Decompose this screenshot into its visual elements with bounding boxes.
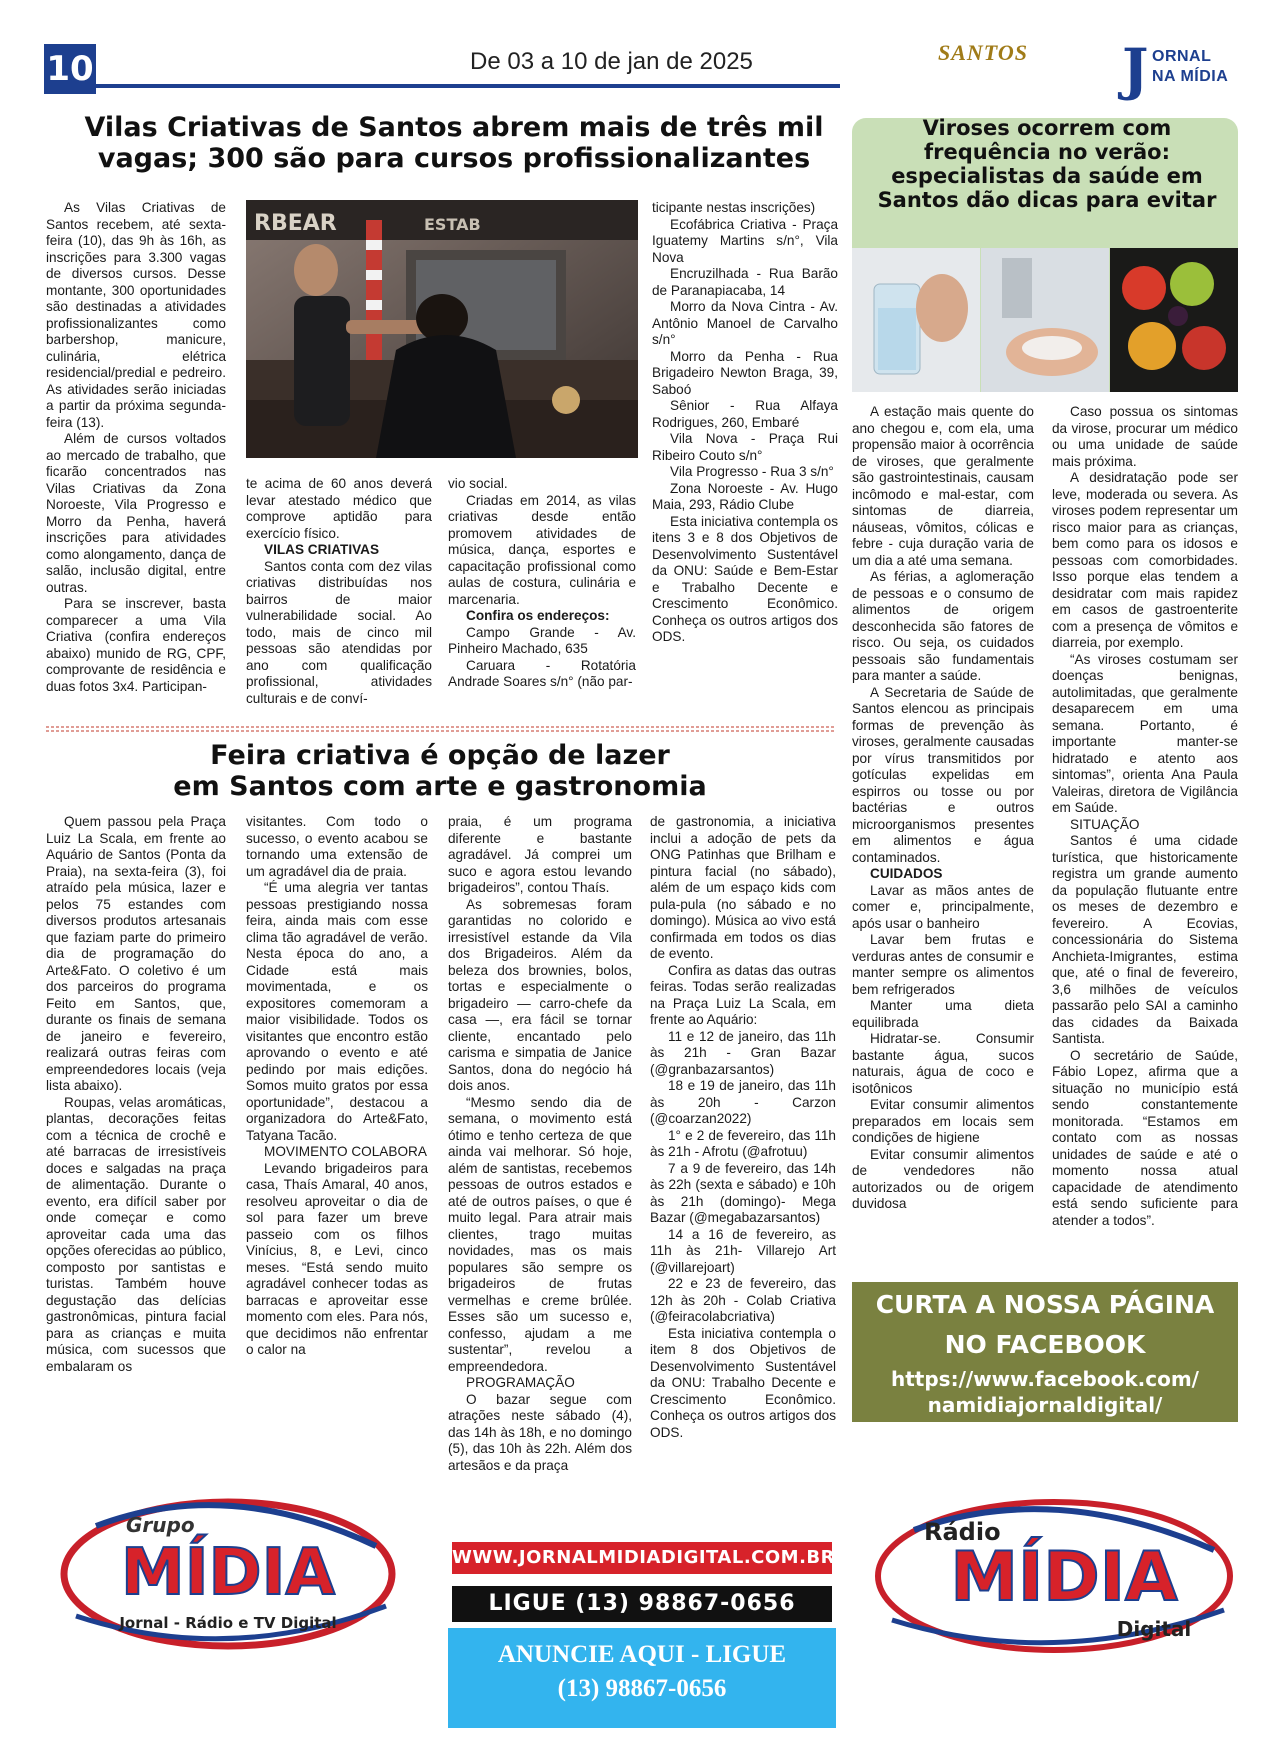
facebook-promo-line2: NO FACEBOOK: [944, 1330, 1146, 1359]
facebook-url-line1[interactable]: https://www.facebook.com/: [891, 1367, 1199, 1391]
article2-headline-line2: em Santos com arte e gastronomia: [173, 771, 707, 803]
paragraph: Esta iniciativa contempla o item 8 dos Objetivos de Desenvolvimento Sustentável da ONU: Trabalho Decente e Crescimento Econômico. Conheça os outros artigos dos ODS.: [650, 1325, 836, 1440]
paragraph: Levando brigadeiros para casa, Thaís Amaral, 40 anos, resolveu aproveitar o dia de sol para fazer um breve passeio com os filhos Vinícius, 8, e Levi, cinco meses. “Está sendo muito agradável conhecer todas as barracas e aproveitar esse momento com eles. Para nós, que decidimos não enfrentar o calor na: [246, 1160, 428, 1357]
paragraph: Encruzilhada - Rua Barão de Paranapiacaba, 14: [652, 266, 838, 298]
paragraph: 11 e 12 de janeiro, das 11h às 21h - Gran Bazar (@granbazarsantos): [650, 1028, 836, 1077]
paragraph: Lavar as mãos antes de comer e, principalmente, após usar o banheiro: [852, 882, 1034, 931]
paragraph: te acima de 60 anos deverá levar atestado médico que comprove aptidão para exercício físico.: [246, 476, 432, 541]
article2-col2: [246, 814, 428, 1359]
subheading: Confira os endereços:: [466, 608, 610, 623]
grupo-logo-main-text: MÍDIA: [121, 1536, 335, 1610]
section-city: SANTOS: [938, 40, 1028, 65]
photo-sign2: ESTAB: [424, 215, 481, 234]
paragraph: Santos é uma cidade turística, que historicamente registra um grande aumento da população flutuante entre os meses de dezembro e fevereiro. A Ecovias, concessionária do Sistema Anchieta-Imigrantes, estima que, até o final de fevereiro, 3,6 milhões de veículos passarão pelo SAI a caminho das cidades da Baixada Santista.: [1052, 833, 1238, 1046]
sidebar-headline-line3: especialistas da saúde em: [891, 164, 1203, 189]
paragraph: Santos conta com dez vilas criativas distribuídas nos bairros de maior vulnerabilidade social. Ao todo, mais de cinco mil pessoas são atendidas por ano com qualificação profissional, atividades culturais e de conví-: [246, 558, 432, 706]
paragraph: Evitar consumir alimentos preparados em locais sem condições de higiene: [852, 1097, 1034, 1145]
paragraph: Morro da Penha - Rua Brigadeiro Newton Braga, 39, Saboó: [652, 348, 838, 397]
radio-midia-logo: [864, 1480, 1244, 1660]
radio-logo-main-text: MÍDIA: [950, 1538, 1178, 1617]
website-banner[interactable]: WWW.JORNALMIDIADIGITAL.COM.BR: [452, 1542, 832, 1574]
article1-col4: [652, 200, 838, 646]
facebook-promo-box[interactable]: [852, 1282, 1238, 1422]
paragraph: Evitar consumir alimentos de vendedores não autorizados ou de origem duvidosa: [852, 1146, 1034, 1211]
sidebar-headline-line1: Viroses ocorrem com: [922, 116, 1172, 140]
subheading: VILAS CRIATIVAS: [264, 542, 380, 557]
paragraph: Para se inscrever, basta comparecer a uma Vila Criativa (confira endereços abaixo) munido de RG, CPF, comprovante de residência e duas fotos 3x4. Participan-: [46, 596, 226, 694]
sidebar-col2: [1052, 404, 1238, 1229]
paragraph: ticipante nestas inscrições): [652, 200, 816, 215]
logo-line2: NA MÍDIA: [1152, 68, 1229, 85]
barbershop-photo: [246, 200, 638, 458]
paragraph: Roupas, velas aromáticas, plantas, decorações feitas com a técnica de crochê e até barracas de irresistíveis doces e salgadas na praça de alimentação. Durante o evento, era difícil saber por onde começar e como aproveitar cada uma das opções oferecidas ao público, composto por santistas e turistas. Também houve degustação das delícias gastronômicas, pintura facial para as crianças e muita música, com sucessos que embalaram os: [46, 1094, 226, 1374]
paragraph: “As viroses costumam ser doenças benignas, autolimitadas, que geralmente desaparecem em uma semana. Portanto, é importante manter-se hidratado e atento aos sintomas”, orienta Ana Paula Valeiras, diretora de Vigilância em Saúde.: [1052, 651, 1238, 815]
paragraph: 22 e 23 de fevereiro, das 12h às 20h - Colab Criativa (@feiracolabcriativa): [650, 1276, 836, 1324]
paragraph: 7 a 9 de fevereiro, das 14h às 22h (sexta e sábado) e 10h às 21h (domingo)- Mega Bazar (@megabazarsantos): [650, 1160, 836, 1225]
paragraph: Criadas em 2014, as vilas criativas desde então promovem atividades de música, dança, esportes e capacitação profissional como aulas de costura, culinária e marcenaria.: [448, 492, 636, 607]
subheading: PROGRAMAÇÃO: [466, 1375, 575, 1390]
section-divider: [46, 726, 836, 732]
grupo-logo-top-text: Grupo: [126, 1513, 195, 1537]
health-photo-strip: [852, 248, 1238, 392]
paragraph: Campo Grande - Av. Pinheiro Machado, 635: [448, 624, 636, 656]
paragraph: Manter uma dieta equilibrada: [852, 998, 1034, 1030]
advertise-line2: (13) 98867-0656: [557, 1675, 727, 1702]
logo-letter: J: [1122, 37, 1149, 103]
paragraph: “Mesmo sendo dia de semana, o movimento está ótimo e tenho certeza de que ainda vai melhorar. Só hoje, além de santistas, recebemos pessoas de outros estados e até de outros países, o que é muito legal. Para atrair mais clientes, trago muitas novidades, mas os mais populares são sempre os brigadeiros de frutas vermelhas e creme brûlée. Esses são um sucesso e, confesso, ajudam a me sustentar”, revelou a empreendedora.: [448, 1094, 632, 1374]
article1-headline-line1: Vilas Criativas de Santos abrem mais de três mil: [84, 112, 824, 143]
paragraph: Vila Progresso - Rua 3 s/n°: [670, 464, 834, 479]
radio-logo-top-text: Rádio: [924, 1518, 1001, 1546]
paragraph: As férias, a aglomeração de pessoas e o consumo de alimentos de origem desconhecida são fatores de risco. Ou seja, os cuidados pessoais são fundamentais para manter a saúde.: [852, 569, 1034, 683]
paragraph: O bazar segue com atrações neste sábado (4), das 14h às 18h, e no domingo (5), das 10h às 22h. Além dos artesãos e da praça: [448, 1391, 632, 1473]
paragraph: Zona Noroeste - Av. Hugo Maia, 293, Rádio Clube: [652, 480, 838, 512]
newspaper-logo: [1122, 37, 1242, 103]
article1-col1: [46, 200, 226, 695]
facebook-promo-line1: CURTA A NOSSA PÁGINA: [875, 1290, 1215, 1319]
paragraph: Além de cursos voltados ao mercado de trabalho, que ficarão concentrados nas Vilas Criativas da Zona Noroeste, Vila Progresso e Morro da Penha, haverá inscrições para atividades como alongamento, dança de salão, inclusão digital, entre outras.: [46, 431, 226, 595]
sidebar-headline-line4: Santos dão dicas para evitar: [877, 188, 1217, 213]
paragraph: 1° e 2 de fevereiro, das 11h às 21h - Afrotu (@afrotuu): [650, 1127, 836, 1159]
paragraph: Ecofábrica Criativa - Praça Iguatemy Martins s/n°, Vila Nova: [652, 216, 838, 265]
article1-headline: [64, 112, 844, 174]
paragraph: Hidratar-se. Consumir bastante água, sucos naturais, água de coco e isotônicos: [852, 1031, 1034, 1096]
paragraph: Quem passou pela Praça Luiz La Scala, em frente ao Aquário de Santos (Ponta da Praia), na sexta-feira (3), foi atraído pela música, lazer e pelos 75 estandes com diversos produtos artesanais que faziam parte do primeiro dia de programação do Arte&Fato. O coletivo é um dos parceiros do programa Feito em Santos, que, durante os finais de semana de janeiro e fevereiro, realizará outras feiras com empreendedores locais (veja lista abaixo).: [46, 814, 226, 1093]
paragraph: Sênior - Rua Alfaya Rodrigues, 260, Embaré: [652, 398, 838, 430]
paragraph: 14 a 16 de fevereiro, as 11h às 21h- Villarejo Art (@villarejoart): [650, 1226, 836, 1275]
advertise-line1: ANUNCIE AQUI - LIGUE: [497, 1641, 787, 1668]
subheading: SITUAÇÃO: [1070, 816, 1140, 832]
paragraph: vio social.: [448, 476, 508, 491]
paragraph: 18 e 19 de janeiro, das 11h às 20h - Carzon (@coarzan2022): [650, 1078, 836, 1126]
subheading: MOVIMENTO COLABORA: [264, 1144, 427, 1159]
paragraph: As Vilas Criativas de Santos recebem, até sexta-feira (10), das 9h às 16h, as inscrições para 3.300 vagas de diversos cursos. Desse montante, 300 oportunidades são destinadas a atividades profissionalizantes como barbershop, manicure, culinária, elétrica residencial/predial e pedreiro. As atividades serão iniciadas a partir da próxima segunda-feira (13).: [46, 200, 226, 430]
issue-date: De 03 a 10 de jan de 2025: [470, 48, 753, 75]
grupo-midia-logo: [56, 1486, 400, 1656]
article1-col2: [246, 476, 432, 707]
paragraph: A Secretaria de Saúde de Santos elencou as principais formas de prevenção às viroses, geralmente causadas por vírus transmitidos por gotículas expelidas em espirros ou tosse ou por bactérias e outros microorganismos presentes em alimentos e água contaminados.: [852, 684, 1034, 865]
article1-col3: [448, 476, 636, 691]
article2-col1: [46, 814, 226, 1375]
phone-banner[interactable]: LIGUE (13) 98867-0656: [452, 1586, 832, 1622]
paragraph: A estação mais quente do ano chegou e, com ela, uma propensão maior à ocorrência de viroses, que geralmente são gastrointestinais, causam incômodo e mal-estar, com sintomas de diarreia, náuseas, vômitos, cólicas e febre - cuja duração varia de um dia a até uma semana.: [852, 404, 1034, 568]
paragraph: Caruara - Rotatória Andrade Soares s/n° (não par-: [448, 657, 636, 689]
page-number: 10: [44, 44, 96, 94]
paragraph: de gastronomia, a iniciativa inclui a adoção de pets da ONG Patinhas que Brilham e pintura facial (no sábado), além de um espaço kids com pula-pula (no sábado e no domingo). Música ao vivo está confirmada em todos os dias de evento.: [650, 814, 836, 961]
facebook-url-line2[interactable]: namidiajornaldigital/: [927, 1393, 1163, 1417]
sidebar-headline: [862, 116, 1232, 213]
paragraph: Morro da Nova Cintra - Av. Antônio Manoel de Carvalho s/n°: [652, 299, 838, 347]
paragraph: Esta iniciativa contempla os itens 3 e 8 dos Objetivos de Desenvolvimento Sustentável da ONU: Saúde e Bem-Estar e Trabalho Decente e Crescimento Econômico. Conheça os outros artigos dos ODS.: [652, 513, 838, 644]
paragraph: As sobremesas foram garantidas no colorido e irresistível estande da Vila dos Brigadeiros. Além da beleza dos brownies, bolos, tortas e especialmente o brigadeiro — carro-chefe da casa —, era fácil se tornar cliente, encantado pelo carisma e simpatia de Janice Santos, dona do negócio há dois anos.: [448, 896, 632, 1093]
paragraph: Vila Nova - Praça Rui Ribeiro Couto s/n°: [652, 431, 838, 463]
paragraph: “É uma alegria ver tantas pessoas prestigiando nossa feira, ainda mais com esse clima tão agradável de verão. Nesta época do ano, a Cidade está mais movimentada, e os expositores comemoram a maior visibilidade. Todos os visitantes que encontro estão aprovando o evento e até pedindo por mais edições. Somos muito gratos por essa oportunidade”, destacou a organizadora do Arte&Fato, Tatyana Tacão.: [246, 880, 428, 1143]
paragraph: visitantes. Com todo o sucesso, o evento acabou se tornando uma extensão de um agradável dia de praia.: [246, 814, 428, 879]
paragraph: Lavar bem frutas e verduras antes de consumir e manter sempre os alimentos bem refrigerados: [852, 932, 1034, 997]
sidebar-col1: [852, 404, 1034, 1213]
article2-col3: [448, 814, 632, 1474]
subheading: CUIDADOS: [870, 866, 943, 881]
article2-headline-line1: Feira criativa é opção de lazer: [210, 740, 670, 771]
sidebar-headline-line2: frequência no verão:: [923, 140, 1170, 165]
logo-line1: ORNAL: [1152, 48, 1212, 65]
article1-headline-line2: vagas; 300 são para cursos profissionalizantes: [97, 143, 811, 175]
article2-col4: [650, 814, 836, 1441]
radio-logo-bottom-text: Digital: [1116, 1617, 1192, 1641]
paragraph: Confira as datas das outras feiras. Todas serão realizadas na Praça Luiz La Scala, em frente ao Aquário:: [650, 962, 836, 1027]
photo-sign1: RBEAR: [254, 211, 337, 236]
paragraph: Caso possua os sintomas da virose, procurar um médico ou uma unidade de saúde mais próxima.: [1052, 404, 1238, 469]
grupo-logo-bottom-text: Jornal - Rádio e TV Digital: [119, 1614, 337, 1632]
article2-headline: [110, 740, 770, 802]
paragraph: O secretário de Saúde, Fábio Lopez, afirma que a situação no município está sendo constantemente monitorada. “Estamos em contato com as nossas unidades de saúde e até o momento nossa atual capacidade de atendimento está sendo suficiente para atender a todos”.: [1052, 1047, 1238, 1228]
header-rule: [96, 84, 840, 88]
paragraph: A desidratação pode ser leve, moderada ou severa. As viroses podem representar um risco maior para as crianças, bem como para os idosos e pessoas com comorbidades. Isso porque elas tendem a desidratar com mais rapidez em casos de gastroenterite com a presença de vômitos e diarreia, por exemplo.: [1052, 470, 1238, 650]
advertise-banner[interactable]: [448, 1628, 836, 1728]
paragraph: praia, é um programa diferente e bastante agradável. Já comprei um suco e agora estou levando brigadeiros”, contou Thaís.: [448, 814, 632, 895]
